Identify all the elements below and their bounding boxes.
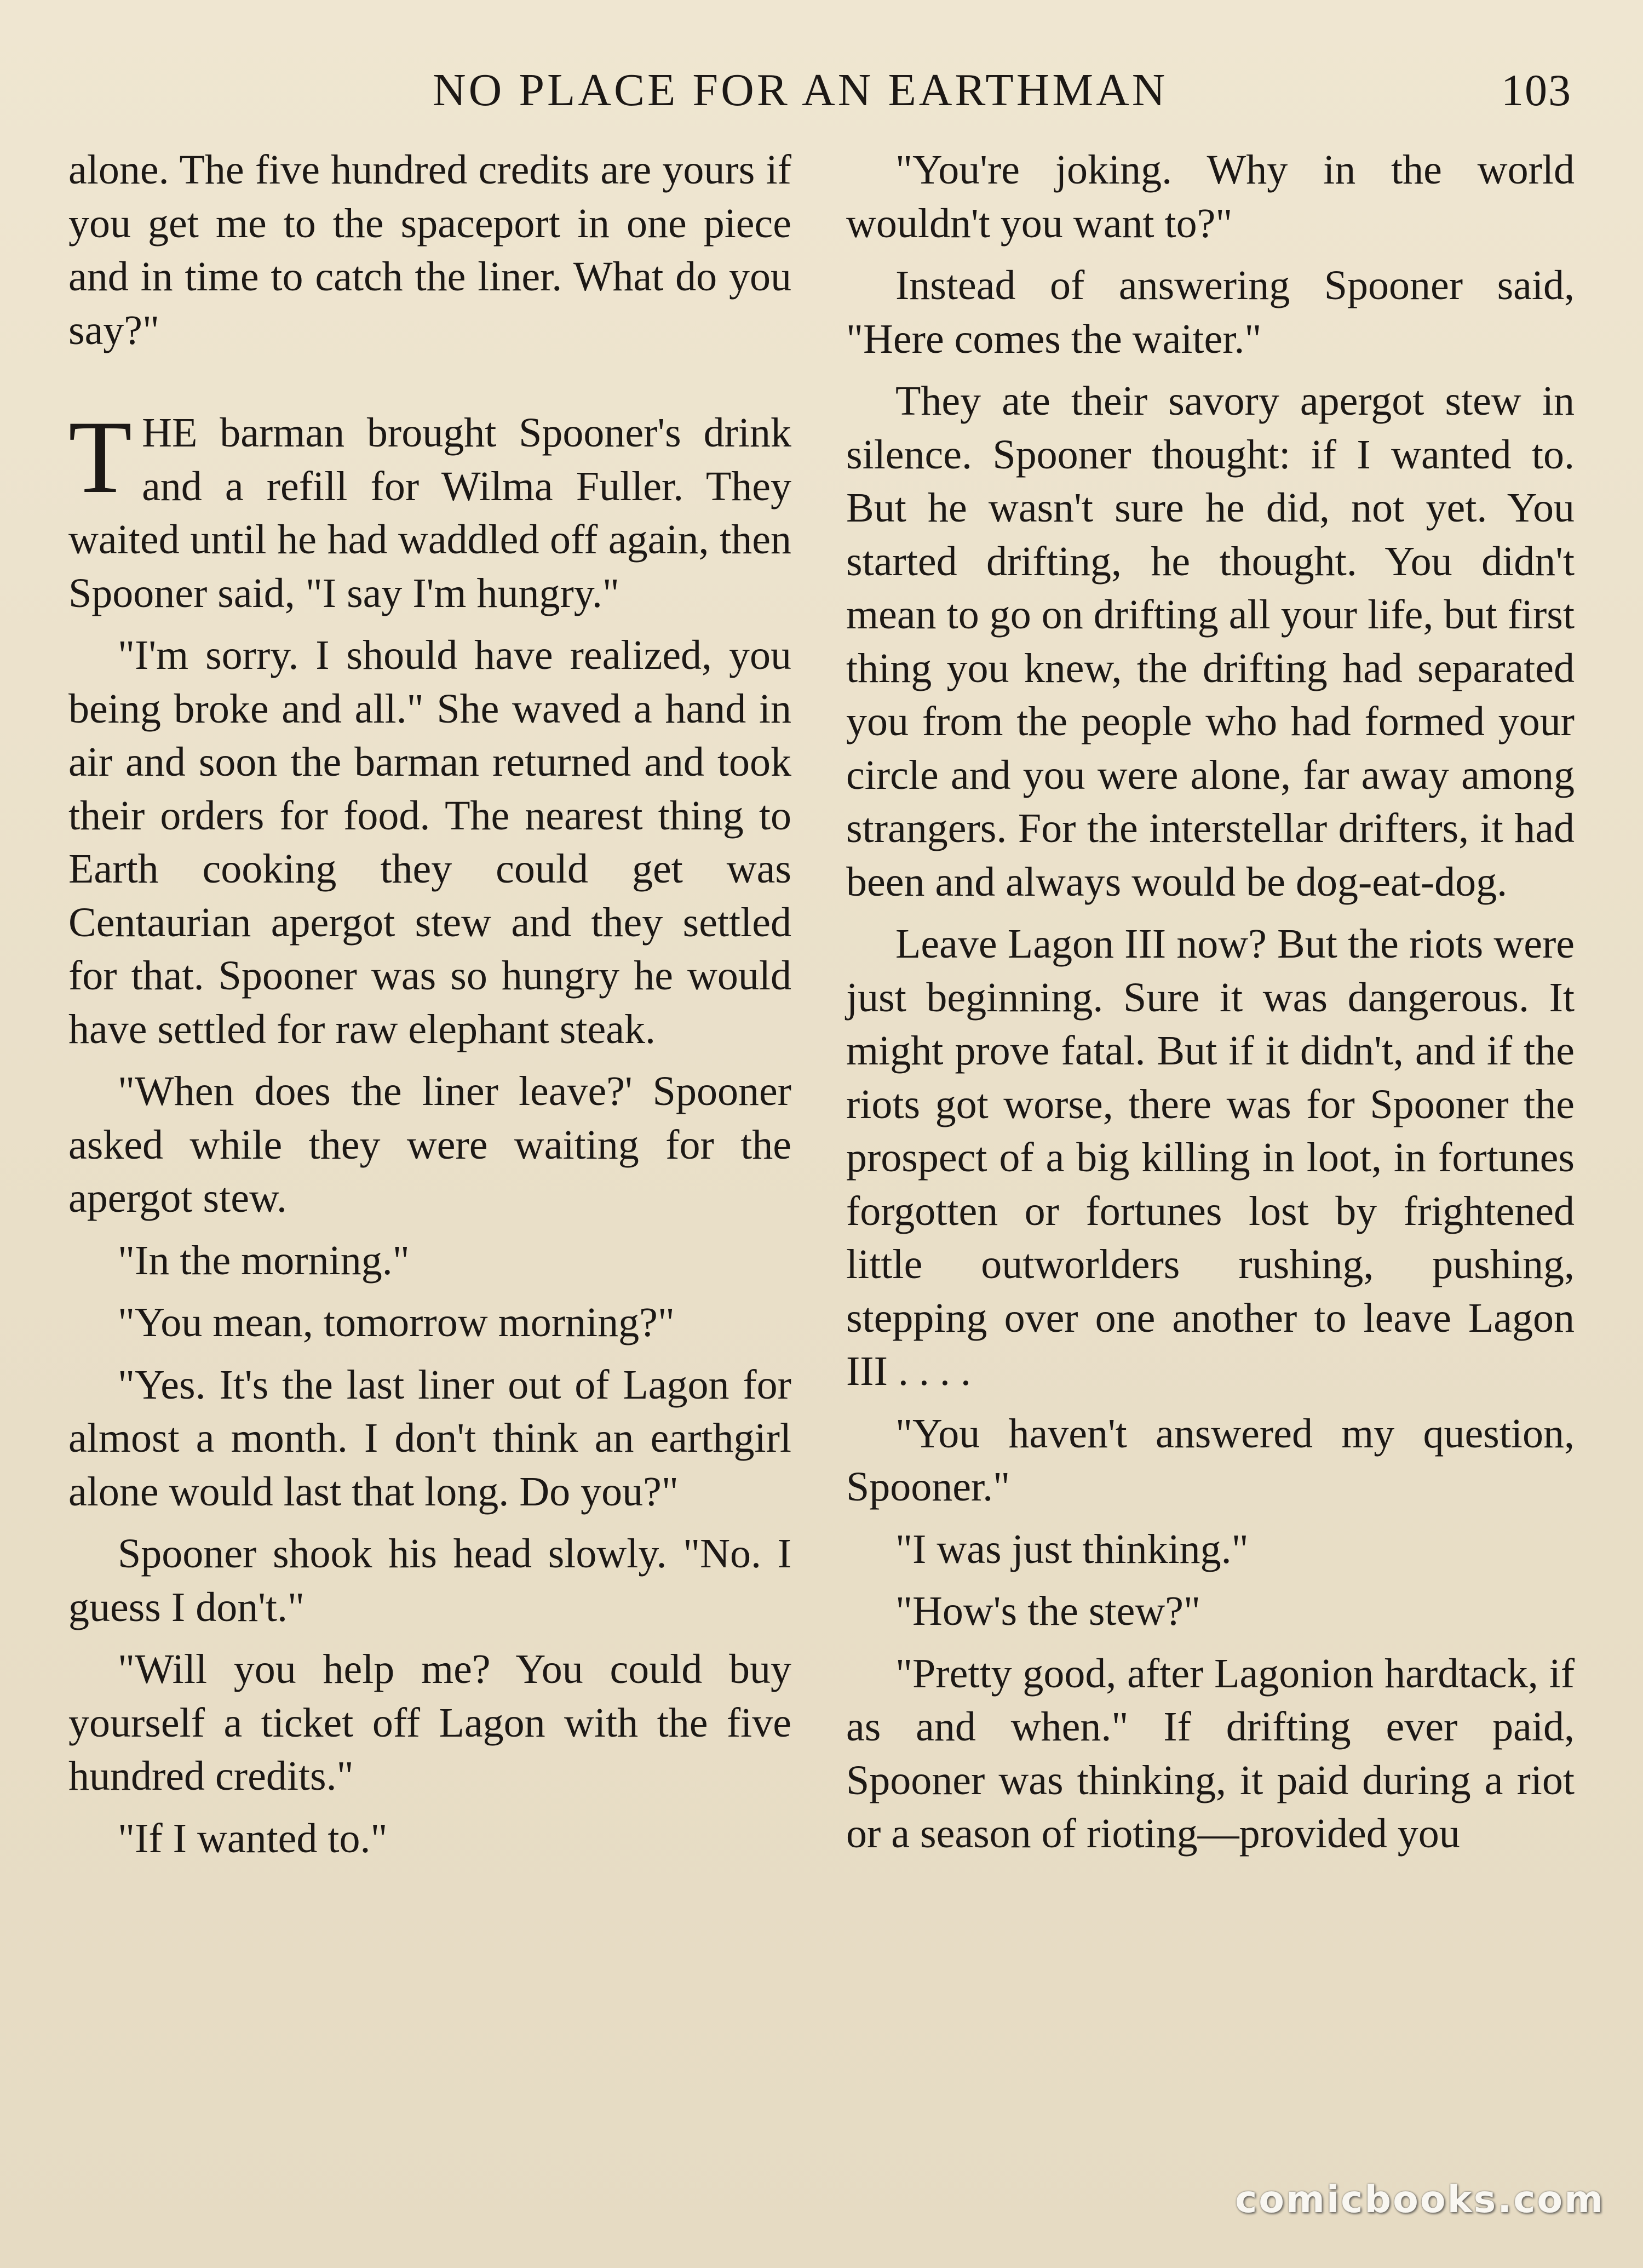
watermark: comicbooks.com [1234, 2178, 1605, 2221]
paragraph: Instead of answering Spooner said, "Here comes the waiter." [846, 262, 1575, 362]
paragraph: "Pretty good, after Lagonion hardtack, if as and when." If drifting ever paid, Spooner was thinking, it paid during a riot or a season of rioting—provided you [846, 1650, 1575, 1857]
left-column [68, 144, 791, 1865]
paragraph: "You haven't answered my question, Spooner." [846, 1410, 1575, 1510]
paragraph-text: HE barman brought Spooner's drink and a refill for Wilma Fuller. They waited until he had waddled off again, then Spooner said, "I say I'm hungry." [68, 410, 791, 616]
paragraph: "If I wanted to." [118, 1815, 388, 1862]
paragraph: "You mean, tomorrow morning?" [118, 1299, 675, 1345]
paragraph: "You're joking. Why in the world wouldn't you want to?" [846, 147, 1575, 247]
paragraph: Spooner shook his head slowly. "No. I guess I don't." [68, 1531, 791, 1630]
paragraph: "In the morning." [118, 1237, 410, 1284]
drop-cap: T [68, 400, 133, 515]
paragraph: Leave Lagon III now? But the riots were just beginning. Sure it was dangerous. It might prove fatal. But if it didn't, and if the riots got worse, there was for Spooner the prospect of a big killing in loot, in fortunes forgotten or fortunes lost by frightened little outworlders rushing, pushing, stepping over one another to leave Lagon III . . . . [846, 921, 1575, 1394]
page-number: 103 [1501, 65, 1572, 115]
right-column [846, 144, 1575, 1861]
running-title: NO PLACE FOR AN EARTHMAN [433, 65, 1168, 116]
paragraph: "Yes. It's the last liner out of Lagon for almost a month. I don't think an earthgirl alone would last that long. Do you?" [68, 1361, 791, 1515]
paragraph: They ate their savory apergot stew in silence. Spooner thought: if I wanted to. But he wasn't sure he did, not yet. You started drifting, he thought. You didn't mean to go on drifting all your life, but first thing you knew, the drifting had separated you from the people who had formed your circle and you were alone, far away among strangers. For the interstellar drifters, it had been and always would be dog-eat-dog. [846, 378, 1575, 905]
paragraph: alone. The five hundred credits are yours if you get me to the spaceport in one piece and in time to catch the liner. What do you say?" [68, 147, 791, 353]
paragraph: "Will you help me? You could buy yourself a ticket off Lagon with the five hundred credits." [68, 1646, 791, 1799]
page-header [0, 60, 1643, 121]
paragraph: "I was just thinking." [895, 1526, 1249, 1572]
paragraph: "When does the liner leave?' Spooner asked while they were waiting for the apergot stew. [68, 1068, 791, 1221]
paragraph: "I'm sorry. I should have realized, you being broke and all." She waved a hand in air and soon the barman returned and took their orders for food. The nearest thing to Earth cooking they could get was Centaurian apergot stew and they settled for that. Spooner was so hungry he would have settled for raw elephant steak. [68, 632, 791, 1052]
section-opening-paragraph [68, 400, 791, 620]
paragraph: "How's the stew?" [895, 1588, 1200, 1634]
